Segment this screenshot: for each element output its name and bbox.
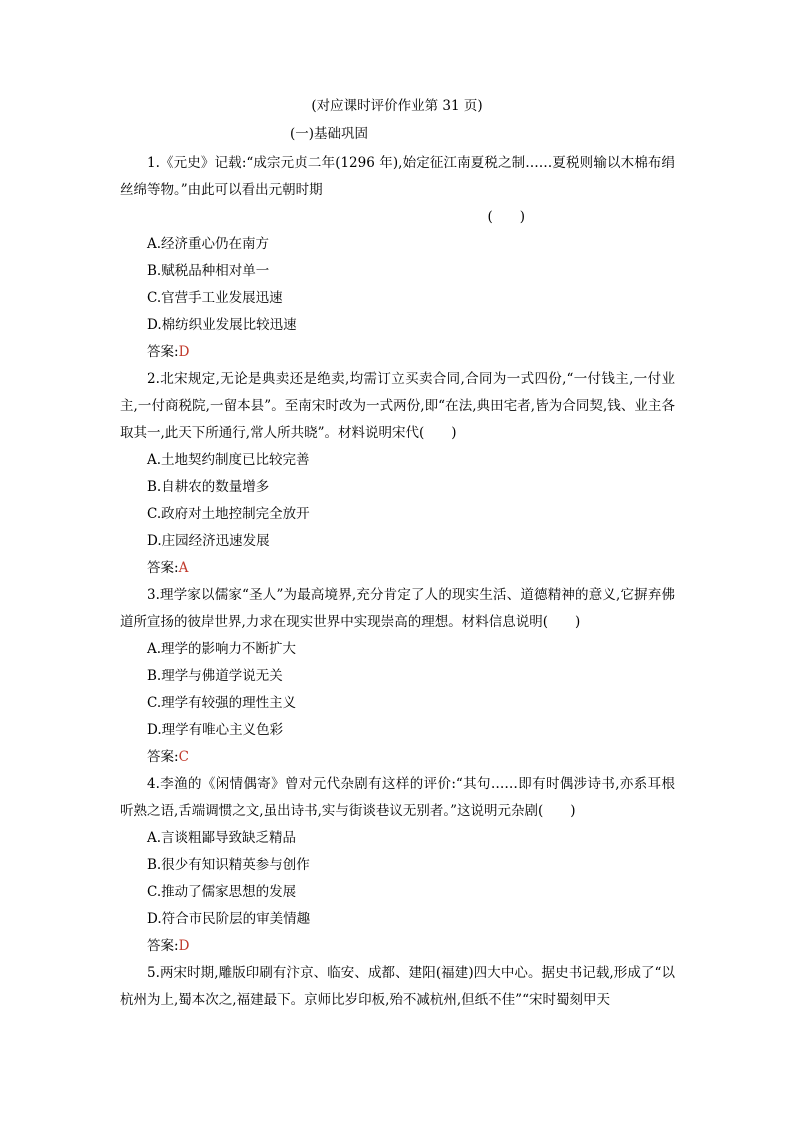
answer-label: 答案: bbox=[147, 560, 179, 576]
page-reference-header: (对应课时评价作业第 31 页) bbox=[311, 98, 483, 114]
section-title: (一)基础巩固 bbox=[290, 126, 369, 142]
answer-line bbox=[120, 555, 675, 582]
question-5 bbox=[120, 960, 675, 1014]
answer-value: D bbox=[178, 344, 190, 360]
option-d: D.棉纺织业发展比较迅速 bbox=[147, 317, 297, 333]
question-stem: 4.李渔的《闲情偶寄》曾对元代杂剧有这样的评价:“其句……即有时偶涉诗书,亦系耳根听熟之语,舌端调惯之文,虽出诗书,实与街谈巷议无别者。”这说明元杂剧( ) bbox=[120, 776, 675, 819]
question-stem: 3.理学家以儒家“圣人”为最高境界,充分肯定了人的现实生活、道德精神的意义,它摒弃佛道所宣扬的彼岸世界,力求在现实世界中实现崇高的理想。材料信息说明( ) bbox=[120, 587, 675, 630]
option-c: C.理学有较强的理性主义 bbox=[147, 695, 297, 711]
question-3 bbox=[120, 582, 675, 771]
answer-value: D bbox=[178, 938, 190, 954]
question-stem: 2.北宋规定,无论是典卖还是绝卖,均需订立买卖合同,合同为一式四份,“一付钱主,一付业主,一付商税院,一留本县”。至南宋时改为一式两份,即“在法,典田宅者,皆为合同契,钱、业主各取其一,此天下所通行,常人所共晓”。材料说明宋代( ) bbox=[120, 371, 675, 441]
answer-line bbox=[120, 744, 675, 771]
option-a: A.土地契约制度已比较完善 bbox=[147, 452, 310, 468]
question-list bbox=[120, 150, 675, 1014]
answer-line bbox=[120, 933, 675, 960]
question-stem: 5.两宋时期,雕版印刷有汴京、临安、成都、建阳(福建)四大中心。据史书记载,形成了“以杭州为上,蜀本次之,福建最下。京师比岁印板,殆不减杭州,但纸不佳”“宋时蜀刻甲天 bbox=[120, 965, 675, 1008]
option-c: C.推动了儒家思想的发展 bbox=[147, 884, 297, 900]
option-c: C.官营手工业发展迅速 bbox=[147, 290, 283, 306]
question-2 bbox=[120, 366, 675, 582]
answer-value: A bbox=[178, 560, 189, 576]
option-d: D.庄园经济迅速发展 bbox=[147, 533, 270, 549]
option-b: B.赋税品种相对单一 bbox=[147, 263, 270, 279]
option-a: A.言谈粗鄙导致缺乏精品 bbox=[147, 830, 297, 846]
option-d: D.符合市民阶层的审美情趣 bbox=[147, 911, 311, 927]
question-1 bbox=[120, 150, 675, 366]
option-a: A.理学的影响力不断扩大 bbox=[147, 641, 297, 657]
option-d: D.理学有唯心主义色彩 bbox=[147, 722, 284, 738]
answer-label: 答案: bbox=[147, 749, 179, 765]
option-c: C.政府对土地控制完全放开 bbox=[147, 506, 310, 522]
answer-line bbox=[120, 339, 675, 366]
answer-value: C bbox=[178, 749, 189, 765]
option-b: B.很少有知识精英参与创作 bbox=[147, 857, 310, 873]
answer-label: 答案: bbox=[147, 344, 179, 360]
question-stem: 1.《元史》记载:“成宗元贞二年(1296 年),始定征江南夏税之制……夏税则输以木棉布绢丝绵等物。”由此可以看出元朝时期 bbox=[120, 155, 675, 198]
option-b: B.理学与佛道学说无关 bbox=[147, 668, 283, 684]
option-a: A.经济重心仍在南方 bbox=[147, 236, 270, 252]
answer-label: 答案: bbox=[147, 938, 179, 954]
question-4 bbox=[120, 771, 675, 960]
option-b: B.自耕农的数量增多 bbox=[147, 479, 270, 495]
answer-blank: ( ) bbox=[487, 209, 525, 225]
